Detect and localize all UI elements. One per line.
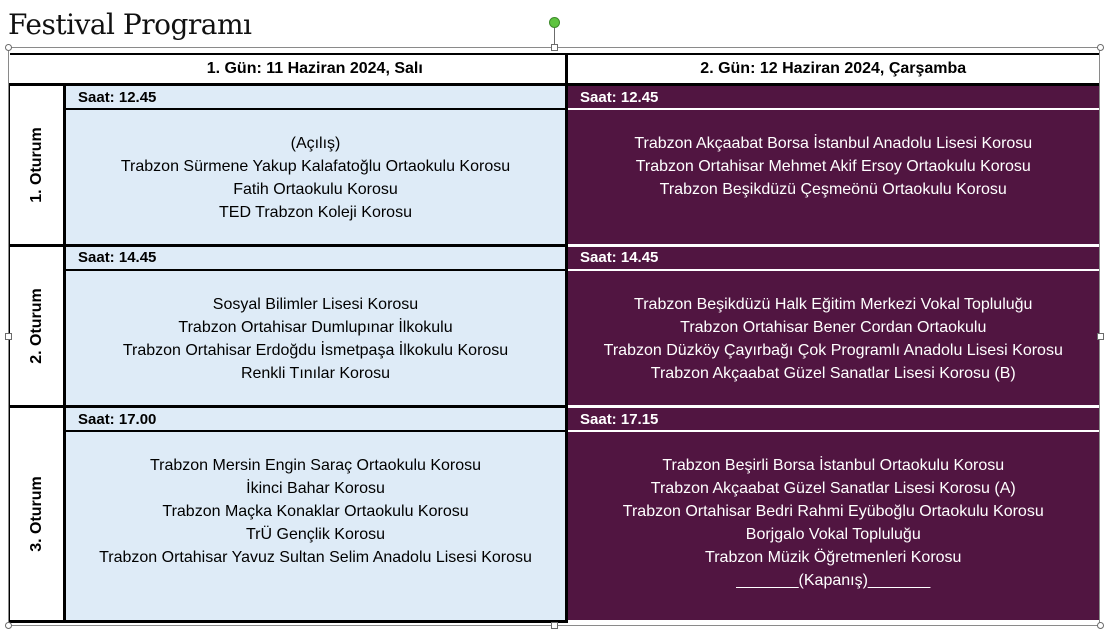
session-1-items-row <box>10 109 1099 245</box>
list-item: Trabzon Maçka Konaklar Ortaokulu Korosu <box>162 503 469 520</box>
resize-handle-top[interactable] <box>551 44 558 51</box>
list-item: Trabzon Ortahisar Mehmet Akif Ersoy Ortaokulu Korosu <box>635 158 1031 175</box>
document-title: Festival Programı <box>8 8 252 41</box>
session-2-label: 2. Oturum <box>27 287 45 364</box>
program-table[interactable] <box>9 53 1099 623</box>
list-item: TED Trabzon Koleji Korosu <box>219 204 412 221</box>
list-item: Trabzon Müzik Öğretmenleri Korosu <box>705 549 962 566</box>
list-item: Trabzon Akçaabat Güzel Sanatlar Lisesi Korosu (B) <box>650 364 1016 382</box>
header-corner-cell <box>10 54 65 85</box>
resize-handle-right[interactable] <box>1097 333 1104 340</box>
session-3-day1-time: Saat: 17.00 <box>65 407 567 432</box>
resize-handle-top-left[interactable] <box>5 44 12 51</box>
list-item: (Açılış) <box>290 135 341 152</box>
session-3-day2-items <box>567 431 1099 622</box>
day2-header: 2. Gün: 12 Haziran 2024, Çarşamba <box>567 54 1099 85</box>
session-2-time-row <box>10 245 1099 270</box>
list-item: Trabzon Ortahisar Bener Cordan Ortaokulu <box>680 318 987 336</box>
list-item: Fatih Ortaokulu Korosu <box>233 181 398 198</box>
session-2-items-row <box>10 270 1099 407</box>
session-1-time-row <box>10 85 1099 110</box>
list-item: _______(Kapanış)_______ <box>736 572 931 589</box>
list-item: Trabzon Ortahisar Erdoğdu İsmetpaşa İlkokulu Korosu <box>122 341 509 359</box>
list-item: İkinci Bahar Korosu <box>246 480 385 497</box>
session-1-label-cell <box>10 85 65 246</box>
list-item: Trabzon Sürmene Yakup Kalafatoğlu Ortaokulu Korosu <box>120 158 511 175</box>
list-item: Trabzon Akçaabat Borsa İstanbul Anadolu Lisesi Korosu <box>634 135 1033 152</box>
list-item: Trabzon Ortahisar Dumlupınar İlkokulu <box>178 318 453 336</box>
list-item: Trabzon Akçaabat Güzel Sanatlar Lisesi Korosu (A) <box>650 480 1016 497</box>
list-item: TrÜ Gençlik Korosu <box>246 526 385 543</box>
session-3-day2-time: Saat: 17.15 <box>567 407 1099 432</box>
session-1-day2-time: Saat: 12.45 <box>567 85 1099 110</box>
day1-header: 1. Gün: 11 Haziran 2024, Salı <box>65 54 567 85</box>
resize-handle-bottom-left[interactable] <box>5 622 12 629</box>
resize-handle-top-right[interactable] <box>1097 44 1104 51</box>
session-1-day1-time: Saat: 12.45 <box>65 85 567 110</box>
list-item: Trabzon Ortahisar Yavuz Sultan Selim Anadolu Lisesi Korosu <box>99 549 532 566</box>
session-3-day1-items <box>65 431 567 622</box>
header-row <box>10 54 1099 85</box>
rotate-handle-icon[interactable] <box>549 17 560 28</box>
resize-handle-left[interactable] <box>5 333 12 340</box>
list-item: Trabzon Ortahisar Bedri Rahmi Eyüboğlu Ortaokulu Korosu <box>622 503 1044 520</box>
list-item: Trabzon Beşirli Borsa İstanbul Ortaokulu Korosu <box>662 457 1005 474</box>
list-item: Trabzon Beşikdüzü Halk Eğitim Merkezi Vokal Topluluğu <box>634 295 1033 313</box>
session-1-day2-items <box>567 109 1099 245</box>
session-1-label: 1. Oturum <box>27 126 45 203</box>
session-3-time-row <box>10 407 1099 432</box>
session-2-day1-time: Saat: 14.45 <box>65 245 567 270</box>
session-3-label-cell <box>10 407 65 622</box>
session-3-items-row <box>10 431 1099 622</box>
list-item: Trabzon Mersin Engin Saraç Ortaokulu Korosu <box>149 457 482 474</box>
session-1-day1-items <box>65 109 567 245</box>
session-2-day2-items <box>567 270 1099 407</box>
session-2-label-cell <box>10 245 65 407</box>
list-item: Renkli Tınılar Korosu <box>240 364 391 382</box>
session-2-day2-time: Saat: 14.45 <box>567 245 1099 270</box>
session-2-day1-items <box>65 270 567 407</box>
list-item: Trabzon Düzköy Çayırbağı Çok Programlı Anadolu Lisesi Korosu <box>603 341 1063 359</box>
list-item: Borjgalo Vokal Topluluğu <box>745 526 921 543</box>
list-item: Sosyal Bilimler Lisesi Korosu <box>212 295 419 313</box>
list-item: Trabzon Beşikdüzü Çeşmeönü Ortaokulu Korosu <box>659 181 1007 198</box>
resize-handle-bottom[interactable] <box>551 622 558 629</box>
resize-handle-bottom-right[interactable] <box>1097 622 1104 629</box>
session-3-label: 3. Oturum <box>27 476 45 552</box>
